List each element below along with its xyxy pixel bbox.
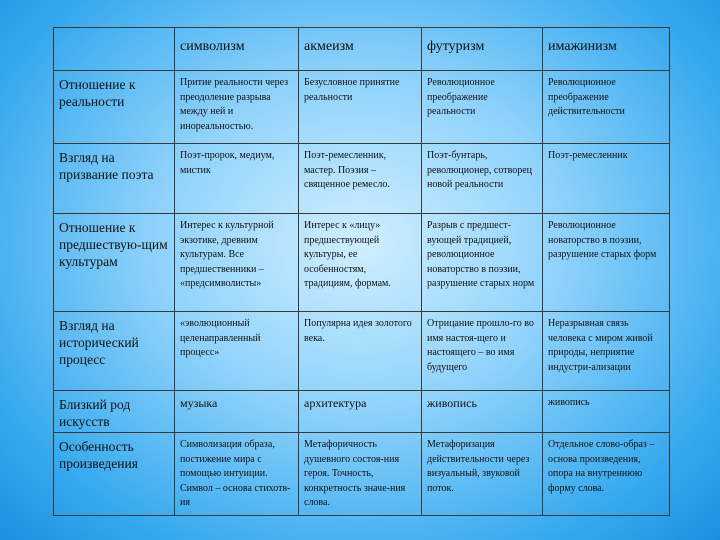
header-row xyxy=(54,28,670,71)
table-cell: «эволюционный целенаправленный процесс» xyxy=(175,312,299,391)
header-futurism: футуризм xyxy=(422,28,543,71)
table-cell: Революционное преображение реальности xyxy=(422,71,543,144)
row-label: Отношение к предшествую-щим культурам xyxy=(54,214,175,312)
table-cell: архитектура xyxy=(299,391,422,433)
header-imaginism: имажинизм xyxy=(543,28,670,71)
table-cell: Символизация образа, постижение мира с помощью интуиции. Символ – основа стихотв-ия xyxy=(175,433,299,516)
table-cell: Метафоричность душевного состоя-ния героя. Точность, конкретность значе-ния слова. xyxy=(299,433,422,516)
table-cell: Революционное преображение действительности xyxy=(543,71,670,144)
row-label: Взгляд на исторический процесс xyxy=(54,312,175,391)
table-cell: музыка xyxy=(175,391,299,433)
table-cell: Безусловное принятие реальности xyxy=(299,71,422,144)
table-cell: Неразрывная связь человека с миром живой природы, неприятие индустри-ализации xyxy=(543,312,670,391)
table-cell: Метафоризация действительности через визуальный, звуковой поток. xyxy=(422,433,543,516)
table-cell: Отдельное слово-образ – основа произведения, опора на внутреннюю форму слова. xyxy=(543,433,670,516)
table-cell: Интерес к культурной экзотике, древним культурам. Все предшественники – «предсимволисты» xyxy=(175,214,299,312)
row-label: Отношение к реальности xyxy=(54,71,175,144)
table-row xyxy=(54,144,670,214)
table-row xyxy=(54,312,670,391)
table-cell: Притие реальности через преодоление разрыва между ней и инореальностью. xyxy=(175,71,299,144)
table-cell: Поэт-пророк, медиум, мистик xyxy=(175,144,299,214)
header-corner xyxy=(54,28,175,71)
table-cell: Поэт-бунтарь, революционер, сотворец новой реальности xyxy=(422,144,543,214)
table-cell: Отрицание прошло-го во имя настоя-щего и настоящего – во имя будущего xyxy=(422,312,543,391)
table-cell: Интерес к «лицу» предшествующей культуры, ее особенностям, традициям, формам. xyxy=(299,214,422,312)
table-cell: Разрыв с предшест-вующей традицией, революционное новаторство в поэзии, разрушение старых норм xyxy=(422,214,543,312)
row-label: Особенность произведения xyxy=(54,433,175,516)
header-acmeism: акмеизм xyxy=(299,28,422,71)
row-label: Взгляд на призвание поэта xyxy=(54,144,175,214)
table-cell: Революционное новаторство в поэзии, разрушение старых форм xyxy=(543,214,670,312)
table-cell: живопись xyxy=(543,391,670,433)
table-row xyxy=(54,433,670,516)
table-cell: живопись xyxy=(422,391,543,433)
table-cell: Поэт-ремесленник xyxy=(543,144,670,214)
table-row xyxy=(54,391,670,433)
table-row xyxy=(54,71,670,144)
table-row xyxy=(54,214,670,312)
row-label: Близкий род искусств xyxy=(54,391,175,433)
comparison-table xyxy=(53,27,670,516)
header-symbolism: символизм xyxy=(175,28,299,71)
table-cell: Популярна идея золотого века. xyxy=(299,312,422,391)
table-cell: Поэт-ремесленник, мастер. Поэзия – священное ремесло. xyxy=(299,144,422,214)
